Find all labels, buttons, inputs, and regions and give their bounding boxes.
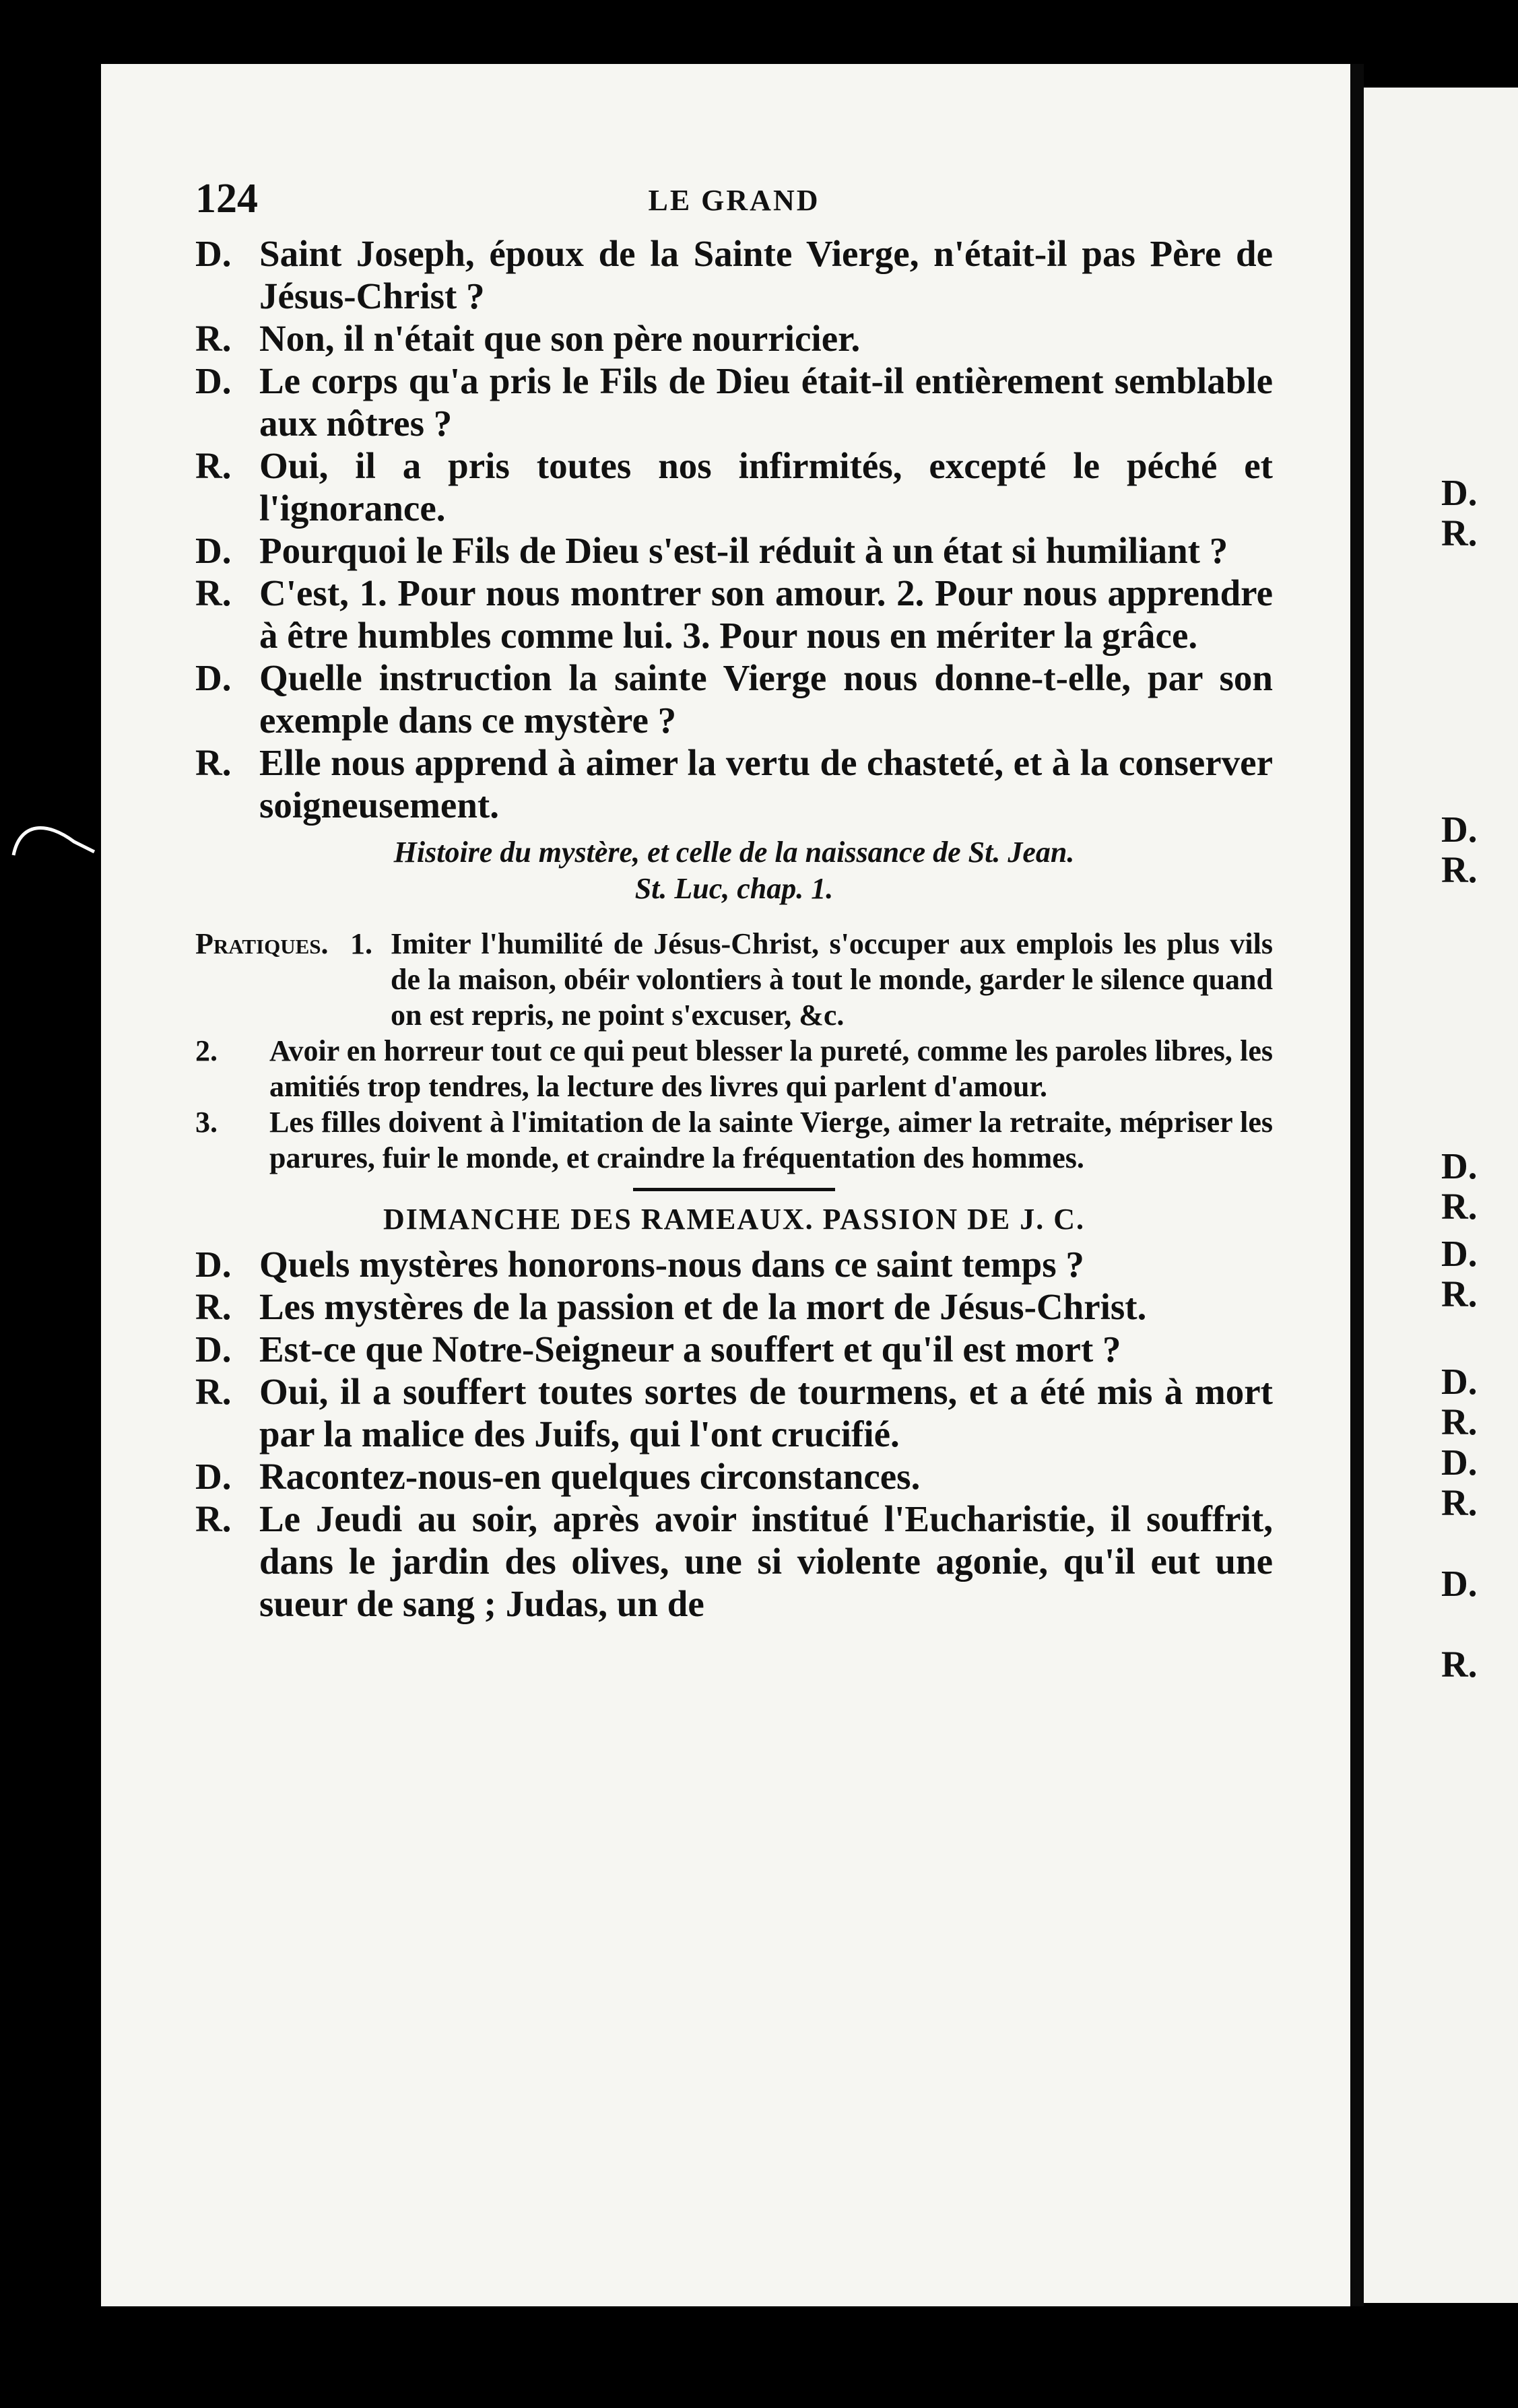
qa-text: Pourquoi le Fils de Dieu s'est-il réduit à un état si humiliant ? [259,530,1228,571]
qa-text: Quels mystères honorons-nous dans ce saint temps ? [259,1244,1084,1285]
qa-text: Saint Joseph, époux de la Sainte Vierge, n'était-il pas Père de Jésus-Christ ? [259,233,1273,316]
running-title: LE GRAND [648,184,820,217]
section-divider [633,1188,835,1191]
pratique-text: Les filles doivent à l'imitation de la sainte Vierge, aimer la retraite, mépriser les parures, fuir le monde, et craindre la fréquentation des hommes. [269,1106,1273,1174]
history-reference [195,834,1273,907]
qa-list-2 [195,1243,1273,1625]
right-page-label: D. [1441,1442,1478,1483]
qa-label: R. [195,572,232,613]
qa-text: Oui, il a souffert toutes sortes de tourmens, et a été mis à mort par la malice des Juifs, qui l'ont crucifié. [259,1371,1273,1454]
pratique-item-2 [195,1033,1273,1104]
page-body [195,232,1273,1625]
qa-label: D. [195,1244,232,1285]
right-page-label: R. [1441,1186,1478,1227]
right-page-label: R. [1441,1644,1478,1685]
qa-item [195,1370,1273,1455]
qa-label: D. [195,360,232,401]
pratiques-label: Pratiques. [195,927,329,960]
qa-item [195,444,1273,529]
stray-mark [0,815,101,869]
pratique-number: 2. [195,1034,218,1067]
pratique-number: 3. [195,1106,218,1139]
page-header [195,175,1273,229]
qa-item [195,572,1273,657]
right-page-label: R. [1441,849,1478,890]
right-page-label: R. [1441,1273,1478,1314]
qa-label: D. [195,233,232,274]
qa-list-1 [195,232,1273,826]
page-number: 124 [195,176,258,222]
qa-text: Oui, il a pris toutes nos infirmités, excepté le péché et l'ignorance. [259,445,1273,529]
book-gutter [1350,64,1364,2306]
qa-item [195,1243,1273,1285]
qa-item [195,657,1273,741]
qa-label: R. [195,1498,232,1539]
right-page-label: D. [1441,1563,1478,1604]
qa-item [195,1328,1273,1370]
history-line-1: Histoire du mystère, et celle de la naissance de St. Jean. [393,836,1075,869]
qa-label: R. [195,1371,232,1412]
qa-text: Le corps qu'a pris le Fils de Dieu était-il entièrement semblable aux nôtres ? [259,360,1273,444]
qa-label: R. [195,445,232,486]
right-page-label: D. [1441,472,1478,513]
qa-text: Non, il n'était que son père nourricier. [259,318,861,359]
pratique-item-3 [195,1104,1273,1176]
qa-text: Elle nous apprend à aimer la vertu de chasteté, et à la conserver soigneusement. [259,742,1273,826]
qa-label: R. [195,1286,232,1327]
qa-item [195,1285,1273,1328]
qa-item [195,1498,1273,1625]
qa-text: Les mystères de la passion et de la mort de Jésus-Christ. [259,1286,1147,1327]
pratique-item-1 [195,926,1273,1033]
qa-label: D. [195,1456,232,1497]
qa-text: Quelle instruction la sainte Vierge nous donne-t-elle, par son exemple dans ce mystère ? [259,657,1273,741]
right-page-label: R. [1441,512,1478,554]
qa-item [195,317,1273,360]
qa-text: Est-ce que Notre-Seigneur a souffert et qu'il est mort ? [259,1329,1121,1370]
right-page-label: D. [1441,1361,1478,1402]
qa-text: C'est, 1. Pour nous montrer son amour. 2. Pour nous apprendre à être humbles comme lui. 3. Pour nous en mériter la grâce. [259,572,1273,656]
qa-label: D. [195,1329,232,1370]
qa-label: R. [195,742,232,783]
right-page-label: R. [1441,1482,1478,1523]
qa-label: R. [195,318,232,359]
right-page-label: D. [1441,809,1478,850]
qa-text: Le Jeudi au soir, après avoir institué l'Eucharistie, il souffrit, dans le jardin des olives, une si violente agonie, qu'il eut une sueur de sang ; Judas, un de [259,1498,1273,1624]
right-page-label: D. [1441,1145,1478,1186]
qa-label: D. [195,657,232,698]
qa-item [195,529,1273,572]
qa-item [195,360,1273,444]
right-page-label: D. [1441,1233,1478,1274]
pratique-text: Imiter l'humilité de Jésus-Christ, s'occuper aux emplois les plus vils de la maison, obéir volontiers à tout le monde, garder le silence quand on est repris, ne point s'excuser, &c. [391,927,1273,1032]
history-line-2: St. Luc, chap. 1. [634,872,834,905]
qa-item [195,741,1273,826]
pratique-text: Avoir en horreur tout ce qui peut blesser la pureté, comme les paroles libres, les amitiés trop tendres, la lecture des livres qui parlent d'amour. [269,1034,1273,1103]
pratiques-section [195,926,1273,1176]
qa-item [195,1455,1273,1498]
section-title: DIMANCHE DES RAMEAUX. PASSION DE J. C. [383,1203,1086,1236]
pratique-number: 1. [350,927,372,960]
qa-label: D. [195,530,232,571]
qa-text: Racontez-nous-en quelques circonstances. [259,1456,921,1497]
right-page-label: R. [1441,1401,1478,1442]
qa-item [195,232,1273,317]
